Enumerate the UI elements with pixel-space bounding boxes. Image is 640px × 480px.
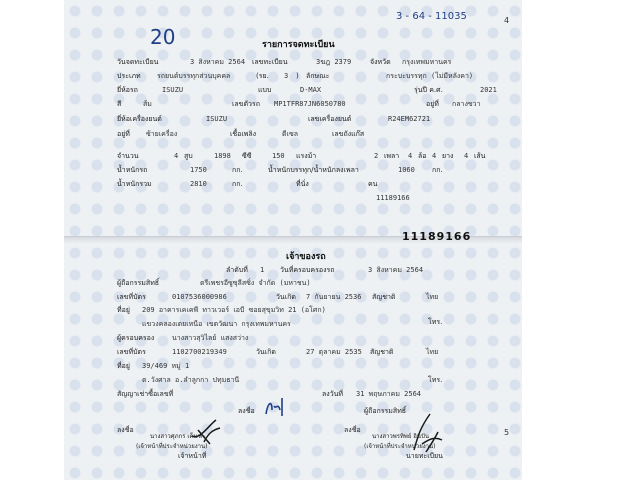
tires-value: 4 (432, 152, 437, 160)
id-label: เลขที่บัตร (117, 293, 146, 301)
birth-value: 7 กันยายน 2536 (306, 293, 362, 301)
birth-label: วันเกิด (276, 293, 296, 301)
cyl-label: จำนวน (117, 152, 139, 160)
cyl-value: 4 (174, 152, 179, 160)
contract-label: สัญญาเช่าซื้อเลขที่ (117, 390, 174, 398)
holder-birth-value: 27 ตุลาคม 2535 (306, 348, 362, 356)
weight-value: 1750 (190, 166, 207, 174)
rights-label: ผู้ถือกรรมสิทธิ์ (117, 279, 160, 287)
holder-id-value: 1102700219349 (172, 348, 227, 356)
doc-number: 11189166 (376, 194, 410, 202)
rights-name: ตรีเพชรอีซูซุลีสซิ่ง จำกัด (มหาชน) (200, 279, 311, 287)
handwritten-number: 20 (150, 25, 176, 49)
nat-label: สัญชาติ (372, 293, 396, 301)
tires-label: ยาง (442, 152, 454, 160)
type-label: ประเภท (117, 72, 141, 80)
page-number-bottom: 5 (504, 428, 510, 437)
model-label: แบบ (258, 86, 272, 94)
addr-line1: 209 อาคารเคเคพี ทาวเวอร์ เอบี ซอยสุขุมวิท 21 (อโศก) (142, 306, 326, 314)
engine-brand-value: ISUZU (206, 115, 228, 123)
owner-sign-label: ลงชื่อ (238, 407, 255, 415)
id-value: 0107536000986 (172, 293, 227, 301)
color-label: สี (117, 100, 122, 108)
type-value: รถยนต์บรรทุกส่วนบุคคล (157, 72, 231, 80)
holder-nat-label: สัญชาติ (370, 348, 394, 356)
hp-value: 150 (272, 152, 285, 160)
engine-no-label: เลขเครื่องยนต์ (308, 115, 352, 123)
owner-signature (262, 396, 292, 420)
reg-no-label: เลขทะเบียน (252, 58, 288, 66)
holder-addr-line2: ต.วังศาล อ.ลำลูกกา ปทุมธานี (142, 376, 240, 384)
payload-unit: กก. (432, 166, 443, 174)
possess-label: วันที่ครอบครองรถ (280, 266, 335, 274)
gas-tank-label: เลขถังแก๊ส (332, 130, 365, 138)
reg-date-label: วันจดทะเบียน (117, 58, 159, 66)
holder-id-label: เลขที่บัตร (117, 348, 146, 356)
feature-label: ลักษณะ (306, 72, 330, 80)
axles-value: 2 (374, 152, 379, 160)
gross-unit: กก. (232, 180, 243, 188)
officer-name: นางสาวศุภกร เค็นฑะ (150, 433, 206, 440)
registration-title: รายการจดทะเบียน (262, 40, 335, 50)
weight-unit: กก. (232, 166, 243, 174)
right-margin (522, 0, 640, 480)
gross-label: น้ำหนักรวม (117, 180, 152, 188)
order-label: ลำดับที่ (226, 266, 248, 274)
cut-doc-number: 11189166 (402, 230, 472, 243)
nat-value: ไทย (426, 293, 439, 301)
weight-label: น้ำหนักรถ (117, 166, 148, 174)
seats-unit: คน (368, 180, 378, 188)
reg-no-value: 3ฆฎ 2379 (316, 58, 352, 66)
reg-date-value: 3 สิงหาคม 2564 (190, 58, 246, 66)
holder-addr-line1: 39/469 หมู่ 1 (142, 362, 190, 370)
code-value: 3 (284, 72, 289, 80)
fuel-value: ดีเซล (282, 130, 298, 138)
seats-label: ที่นั่ง (296, 180, 309, 188)
engine-brand-label: ยี่ห้อเครื่องยนต์ (117, 115, 162, 123)
vin-pos-label: อยู่ที่ (426, 100, 439, 108)
folder-number: 3 - 64 - 11035 (396, 11, 467, 22)
holder-addr-label: ที่อยู่ (117, 362, 130, 370)
cyl-unit: สูบ (184, 152, 193, 160)
registrar-role: นายทะเบียน (406, 452, 443, 460)
holder-label: ผู้ครอบครอง (117, 334, 155, 342)
addr-label: ที่อยู่ (117, 306, 130, 314)
engine-pos-label: อยู่ที่ (117, 130, 130, 138)
tires-count: 4 (464, 152, 469, 160)
cc-label: ซีซี (242, 152, 252, 160)
addr-line2: แขวงคลองเตยเหนือ เขตวัฒนา กรุงเทพมหานคร (142, 320, 291, 328)
tel-label: โทร. (428, 318, 443, 326)
officer-role: เจ้าหน้าที่ (178, 452, 207, 460)
registrar-name: นางสาวพรทิพย์ อินปัน (372, 433, 429, 440)
cc-value: 1898 (214, 152, 231, 160)
order-value: 1 (260, 266, 265, 274)
contract-date-label: ลงวันที่ (322, 390, 344, 398)
year-label: รุ่นปี ค.ศ. (414, 86, 443, 94)
registrar-sign-label: ลงชื่อ (344, 426, 361, 434)
gross-value: 2810 (190, 180, 207, 188)
vin-pos-value: กลางขวา (452, 100, 481, 108)
owner-title: เจ้าของรถ (286, 252, 326, 262)
officer-stamp: (เจ้าหน้าที่ประจำหน่วยงาน) (136, 443, 208, 450)
holder-nat-value: ไทย (426, 348, 439, 356)
registrar-stamp: (เจ้าหน้าที่ประจำหน่วยงาน) (364, 443, 436, 450)
owner-sign-caption: ผู้ถือกรรมสิทธิ์ (364, 407, 407, 415)
wheels-label: ล้อ (418, 152, 427, 160)
hp-label: แรงม้า (296, 152, 317, 160)
code-close: ) (296, 72, 299, 80)
engine-no-value: R24EM62721 (388, 115, 431, 123)
payload-value: 1060 (398, 166, 415, 174)
holder-birth-label: วันเกิด (256, 348, 276, 356)
axles-label: เพลา (384, 152, 400, 160)
holder-name: นางสาวสุวิไลย์ แสงสว่าง (172, 334, 249, 342)
contract-date-value: 31 พฤษภาคม 2564 (356, 390, 422, 398)
model-value: D-MAX (300, 86, 322, 94)
vin-value: MP1TFR87JN6050780 (274, 100, 346, 108)
province-label: จังหวัด (370, 58, 391, 66)
payload-label: น้ำหนักบรรทุก/น้ำหนักลงเพลา (268, 166, 359, 174)
feature-value: กระบะบรรทุก (ไม่มีหลังคา) (386, 72, 474, 80)
color-value: ส้ม (143, 100, 152, 108)
code-label: (รย. (256, 72, 269, 80)
brand-value: ISUZU (162, 86, 184, 94)
left-margin (0, 0, 64, 480)
holder-tel-label: โทร. (428, 376, 443, 384)
fuel-label: เชื้อเพลิง (230, 130, 257, 138)
brand-label: ยี่ห้อรถ (117, 86, 138, 94)
wheels-value: 4 (408, 152, 413, 160)
province-value: กรุงเทพมหานคร (402, 58, 452, 66)
page-number-top: 4 (504, 16, 510, 25)
officer-sign-label: ลงชื่อ (117, 426, 134, 434)
vin-label: เลขตัวรถ (232, 100, 260, 108)
year-value: 2021 (480, 86, 497, 94)
engine-pos-value: ซ้ายเครื่อง (146, 130, 178, 138)
tires-unit: เส้น (474, 152, 486, 160)
possess-value: 3 สิงหาคม 2564 (368, 266, 424, 274)
